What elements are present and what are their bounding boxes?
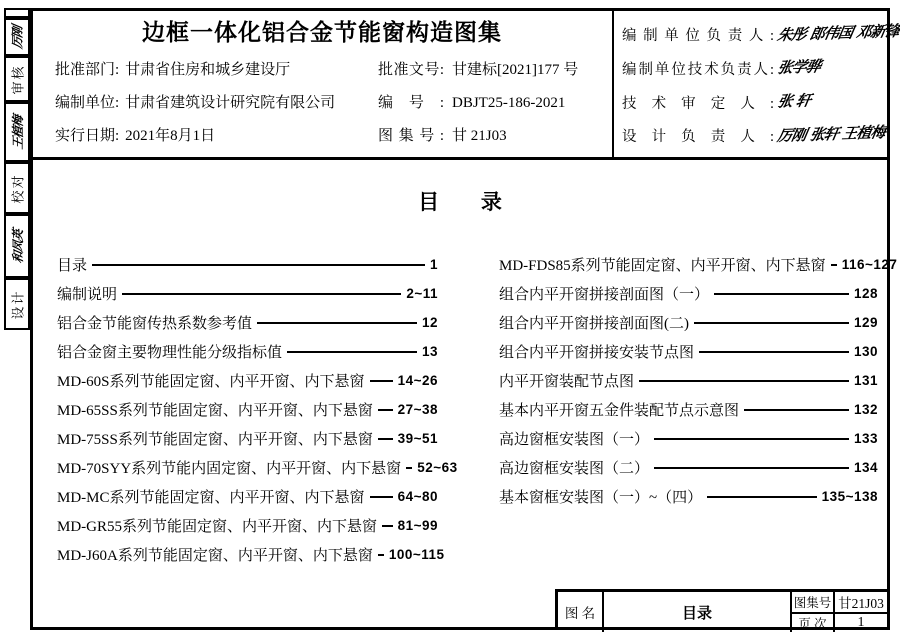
header-info-pair2: [378, 58, 578, 79]
info-value: 甘肃省建筑设计研究院有限公司: [125, 95, 336, 111]
toc-item-title: 内平开窗装配节点图: [499, 374, 635, 390]
toc-row: [499, 424, 878, 453]
toc-left-column: [57, 250, 458, 569]
binding-signature: [4, 102, 30, 162]
toc-leader-line: [707, 496, 816, 498]
toc-item-page: 14~26: [397, 373, 438, 388]
header-info-pair2: [378, 91, 565, 112]
toc-item-title: 高边窗框安装图（二）: [499, 461, 650, 477]
toc-row: [499, 366, 878, 395]
toc-row: [499, 337, 878, 366]
toc-leader-line: [654, 438, 849, 440]
toc-item-page: 13: [421, 344, 438, 359]
responsible-label: 技术审定人:: [622, 96, 774, 113]
binding-signature: [4, 214, 30, 278]
info-label: 编制单位:: [55, 95, 120, 111]
responsible-label: 编制单位技术负责人:: [622, 62, 774, 79]
toc-item-title: 铝合金窗主要物理性能分级指标值: [57, 345, 283, 361]
responsible-label: 设计负责人:: [622, 129, 774, 146]
toc-item-title: 基本内平开窗五金件装配节点示意图: [499, 403, 740, 419]
toc-item-title: MD-70SYY系列节能内固定窗、内平开窗、内下悬窗: [57, 461, 402, 477]
info-label: 编号:: [378, 95, 444, 111]
toc-item-page: 1: [429, 257, 438, 272]
title-block-atlas-label: 图集号: [792, 592, 835, 614]
toc-row: [57, 424, 438, 453]
toc-row: [57, 453, 458, 482]
sheet-title: 边框一体化铝合金节能窗构造图集: [142, 19, 502, 45]
binding-label-text: 设计: [10, 288, 26, 320]
responsible-signature: 厉刚 张轩 王植梅: [775, 123, 887, 145]
toc-leader-line: [406, 467, 412, 469]
toc-leader-line: [370, 380, 393, 382]
toc-leader-line: [654, 467, 849, 469]
header-info-row: [55, 124, 605, 146]
title-block-atlas-value: 甘21J03: [835, 592, 887, 614]
header-separator-line: [30, 157, 890, 160]
toc-leader-line: [714, 293, 849, 295]
toc-item-title: 编制说明: [57, 287, 118, 303]
toc-item-page: 131: [853, 373, 878, 388]
toc-leader-line: [287, 351, 417, 353]
toc-row: [499, 308, 878, 337]
responsible-label: 编制单位负责人:: [622, 28, 774, 45]
toc-leader-line: [122, 293, 401, 295]
toc-item-title: 组合内平开窗拼接安装节点图: [499, 345, 695, 361]
toc-heading: 目 录: [418, 191, 502, 214]
toc-item-page: 12: [421, 315, 438, 330]
title-block: [555, 589, 890, 630]
toc-item-page: 116~127: [841, 257, 898, 272]
toc-leader-line: [370, 496, 393, 498]
responsible-row: [622, 123, 888, 149]
toc-row: [499, 250, 898, 279]
title-block-name-label: 图 名: [558, 592, 604, 632]
binding-label-设计: [4, 278, 30, 330]
info-value: 甘 21J03: [452, 128, 507, 144]
info-label: 批准部门:: [55, 62, 120, 78]
toc-leader-line: [831, 264, 837, 266]
binding-blank-cell: [4, 8, 30, 18]
header-info-pair2: [378, 124, 507, 145]
toc-leader-line: [378, 554, 384, 556]
toc-leader-line: [257, 322, 417, 324]
toc-item-page: 81~99: [397, 518, 438, 533]
info-value: 甘建标[2021]177 号: [452, 62, 579, 78]
responsible-row: [622, 21, 900, 48]
toc-leader-line: [378, 438, 393, 440]
header-info-row: [55, 58, 605, 80]
toc-item-title: MD-65SS系列节能固定窗、内平开窗、内下悬窗: [57, 403, 373, 419]
toc-item-page: 100~115: [388, 547, 445, 562]
title-block-page-value: 1: [857, 615, 865, 630]
info-value: 甘肃省住房和城乡建设厅: [125, 62, 291, 78]
toc-item-page: 135~138: [821, 489, 878, 504]
toc-row: [57, 308, 438, 337]
toc-item-page: 133: [853, 431, 878, 446]
toc-right-column: [499, 250, 898, 511]
toc-row: [57, 250, 438, 279]
toc-item-page: 130: [853, 344, 878, 359]
toc-leader-line: [378, 409, 393, 411]
binding-signature-text: 和凤英: [10, 228, 25, 264]
toc-leader-line: [744, 409, 849, 411]
toc-item-page: 52~63: [417, 460, 458, 475]
toc-item-page: 2~11: [406, 286, 438, 301]
toc-row: [57, 366, 438, 395]
toc-leader-line: [92, 264, 425, 266]
info-value: DBJT25-186-2021: [452, 95, 566, 111]
binding-signature-text: 王植梅: [10, 114, 25, 150]
toc-leader-line: [699, 351, 849, 353]
binding-label-校对: [4, 162, 30, 214]
binding-label-text: 审核: [10, 63, 26, 95]
responsible-signature: 朱彤 郎伟国 邓新锋: [775, 21, 900, 45]
toc-item-page: 64~80: [397, 489, 438, 504]
toc-item-page: 39~51: [397, 431, 438, 446]
toc-item-title: 高边窗框安装图（一）: [499, 432, 650, 448]
toc-item-title: MD-75SS系列节能固定窗、内平开窗、内下悬窗: [57, 432, 373, 448]
toc-row: [57, 540, 445, 569]
toc-leader-line: [694, 322, 849, 324]
responsible-signature: 张 轩: [776, 91, 812, 111]
toc-item-title: MD-60S系列节能固定窗、内平开窗、内下悬窗: [57, 374, 365, 390]
toc-item-title: MD-FDS85系列节能固定窗、内平开窗、内下悬窗: [499, 258, 826, 274]
toc-item-title: 组合内平开窗拼接剖面图(二): [499, 316, 689, 332]
toc-item-title: 目录: [57, 258, 88, 274]
title-block-name-value: 目录: [604, 592, 792, 632]
toc-item-title: MD-GR55系列节能固定窗、内平开窗、内下悬窗: [57, 519, 378, 535]
binding-signature: [4, 18, 30, 56]
binding-label-text: 校对: [10, 172, 26, 204]
info-label: 批准文号:: [378, 62, 444, 78]
toc-item-page: 132: [853, 402, 878, 417]
toc-row: [499, 482, 878, 511]
responsible-row: [622, 90, 888, 116]
toc-item-title: MD-J60A系列节能固定窗、内平开窗、内下悬窗: [57, 548, 373, 564]
toc-item-page: 27~38: [397, 402, 438, 417]
info-label: 实行日期:: [55, 128, 120, 144]
toc-row: [499, 279, 878, 308]
header-vertical-divider: [612, 8, 614, 160]
toc-row: [57, 337, 438, 366]
toc-leader-line: [382, 525, 393, 527]
binding-label-审核: [4, 56, 30, 102]
responsible-row: [622, 56, 888, 82]
toc-row: [57, 279, 438, 308]
toc-row: [57, 511, 438, 540]
toc-item-page: 129: [853, 315, 878, 330]
toc-item-title: 基本窗框安装图（一）~（四）: [499, 490, 703, 506]
toc-row: [499, 453, 878, 482]
info-label: 图集号:: [378, 128, 444, 144]
title-block-page-label: 页 次: [792, 614, 835, 632]
toc-item-page: 134: [853, 460, 878, 475]
binding-signature-text: 厉刚: [10, 24, 25, 50]
toc-row: [57, 395, 438, 424]
toc-row: [57, 482, 438, 511]
toc-item-title: 铝合金节能窗传热系数参考值: [57, 316, 253, 332]
responsible-signature: 张学骅: [776, 57, 822, 77]
header-info-row: [55, 91, 605, 113]
toc-item-title: MD-MC系列节能固定窗、内平开窗、内下悬窗: [57, 490, 365, 506]
toc-item-title: 组合内平开窗拼接剖面图（一）: [499, 287, 710, 303]
toc-leader-line: [639, 380, 849, 382]
toc-row: [499, 395, 878, 424]
toc-item-page: 128: [853, 286, 878, 301]
info-value: 2021年8月1日: [125, 128, 216, 144]
